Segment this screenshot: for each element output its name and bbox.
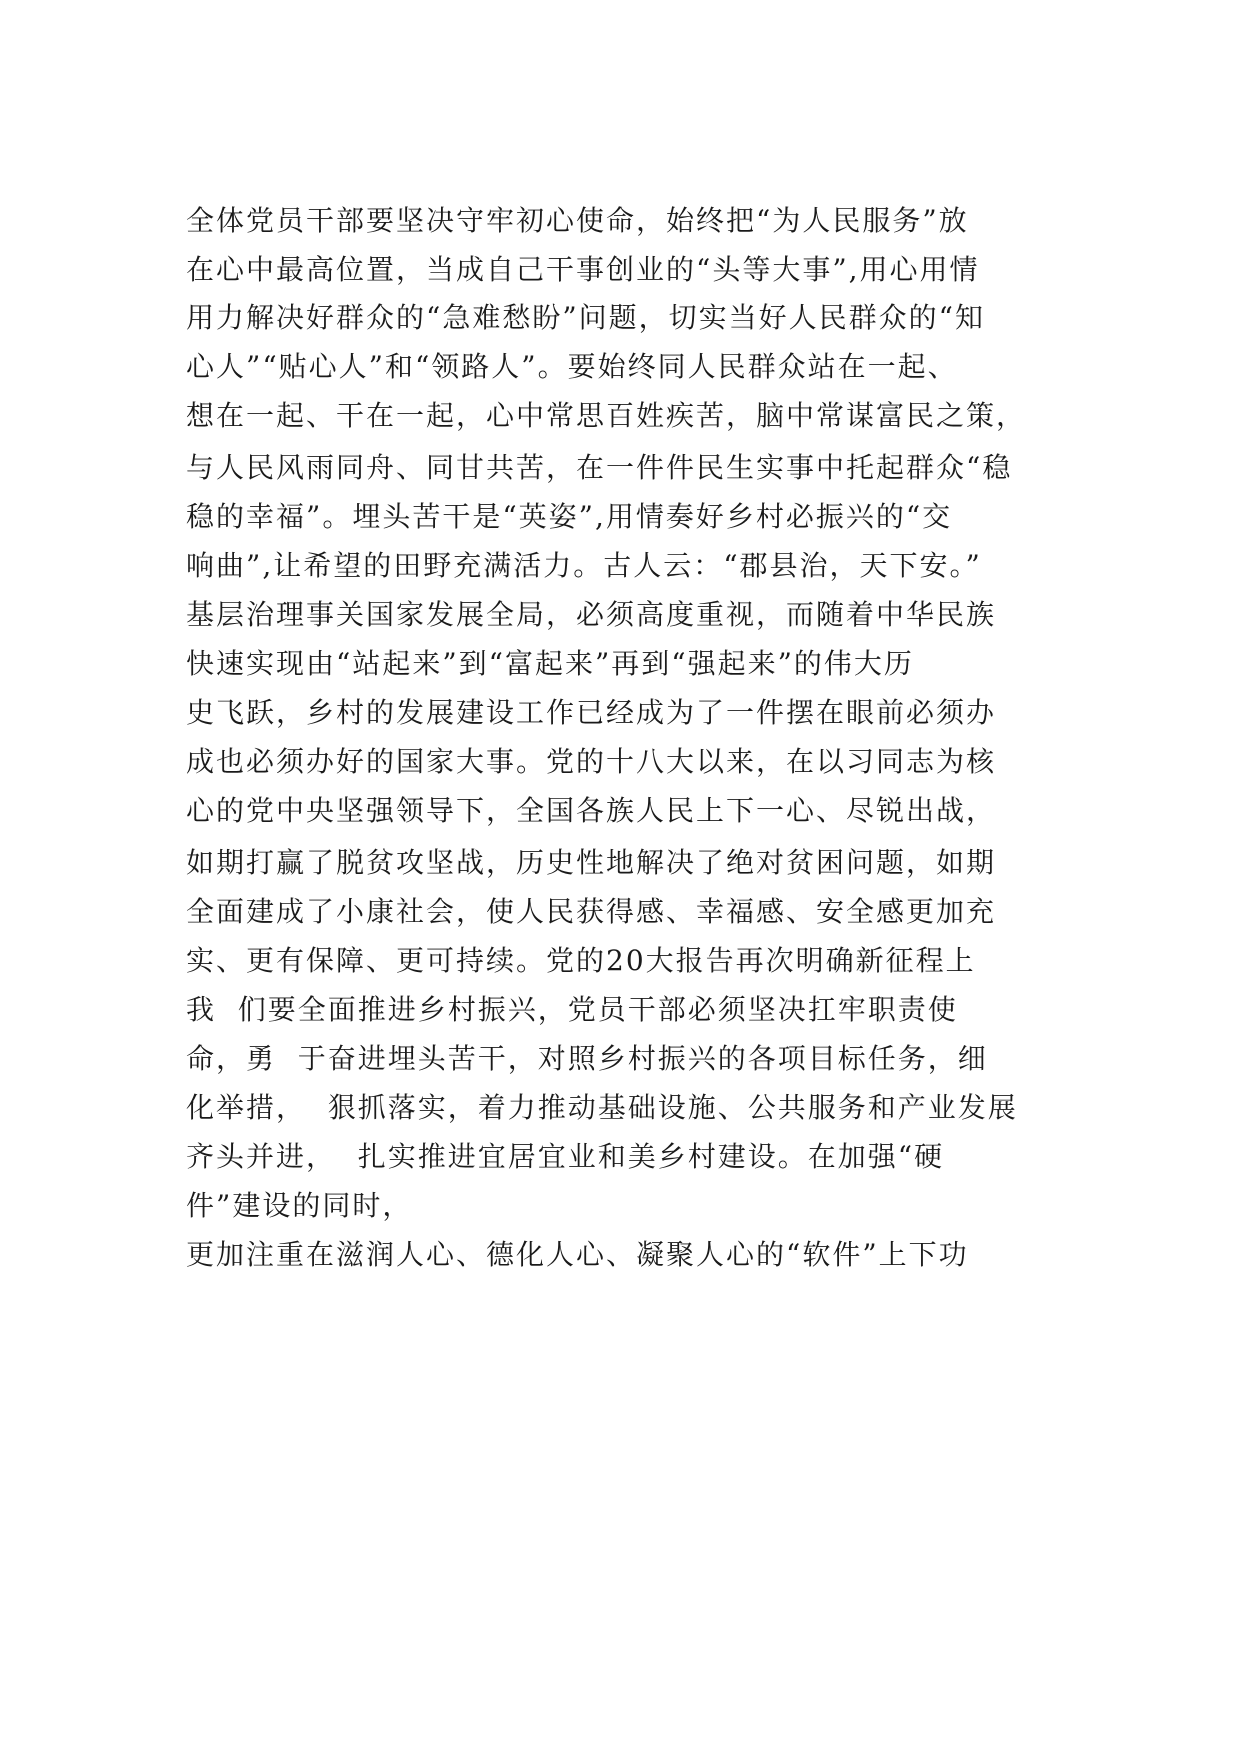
text-line: 齐头并进， 扎实推进宜居宜业和美乡村建设。在加强“硬 xyxy=(186,1140,945,1173)
text-line: 实、更有保障、更可持续。党的20大报告再次明确新征程上 xyxy=(186,944,976,977)
text-line: 快速实现由“站起来”到“富起来”再到“强起来”的伟大历 xyxy=(186,647,914,680)
text-line: 全面建成了小康社会，使人民获得感、幸福感、安全感更加充 xyxy=(186,895,997,928)
text-line: 我 们要全面推进乡村振兴，党员干部必须坚决扛牢职责使 xyxy=(186,993,958,1026)
text-line: 想在一起、干在一起，心中常思百姓疾苦，脑中常谋富民之策， xyxy=(186,399,1027,432)
text-line: 成也必须办好的国家大事。党的十八大以来，在以习同志为核 xyxy=(186,745,997,778)
text-line: 史飞跃，乡村的发展建设工作已经成为了一件摆在眼前必须办 xyxy=(186,696,997,729)
text-line: 全体党员干部要坚决守牢初心使命，始终把“为人民服务”放 xyxy=(186,204,969,237)
text-line: 心的党中央坚强领导下，全国各族人民上下一心、尽锐出战， xyxy=(186,794,997,827)
text-line: 件”建设的同时， xyxy=(186,1189,413,1222)
text-line: 心人”“贴心人”和“领路人”。要始终同人民群众站在一起、 xyxy=(186,350,958,383)
text-line: 如期打赢了脱贫攻坚战，历史性地解决了绝对贫困问题，如期 xyxy=(186,846,997,879)
text-line: 更加注重在滋润人心、德化人心、凝聚人心的“软件”上下功 xyxy=(186,1238,969,1271)
text-line: 化举措， 狠抓落实，着力推动基础设施、公共服务和产业发展 xyxy=(186,1091,1018,1124)
text-line: 响曲”,让希望的田野充满活力。古人云：“郡县治，天下安。” xyxy=(186,549,982,582)
text-line: 与人民风雨同舟、同甘共苦，在一件件民生实事中托起群众“稳 xyxy=(186,451,1013,484)
text-line: 基层治理事关国家发展全局，必须高度重视，而随着中华民族 xyxy=(186,598,997,631)
text-line: 在心中最高位置，当成自己干事创业的“头等大事”,用心用情 xyxy=(186,253,980,286)
text-line: 命，勇 于奋进埋头苦干，对照乡村振兴的各项目标任务，细 xyxy=(186,1042,988,1075)
text-line: 用力解决好群众的“急难愁盼”问题，切实当好人民群众的“知 xyxy=(186,301,985,334)
text-line: 稳的幸福”。埋头苦干是“英姿”,用情奏好乡村必振兴的“交 xyxy=(186,500,953,533)
